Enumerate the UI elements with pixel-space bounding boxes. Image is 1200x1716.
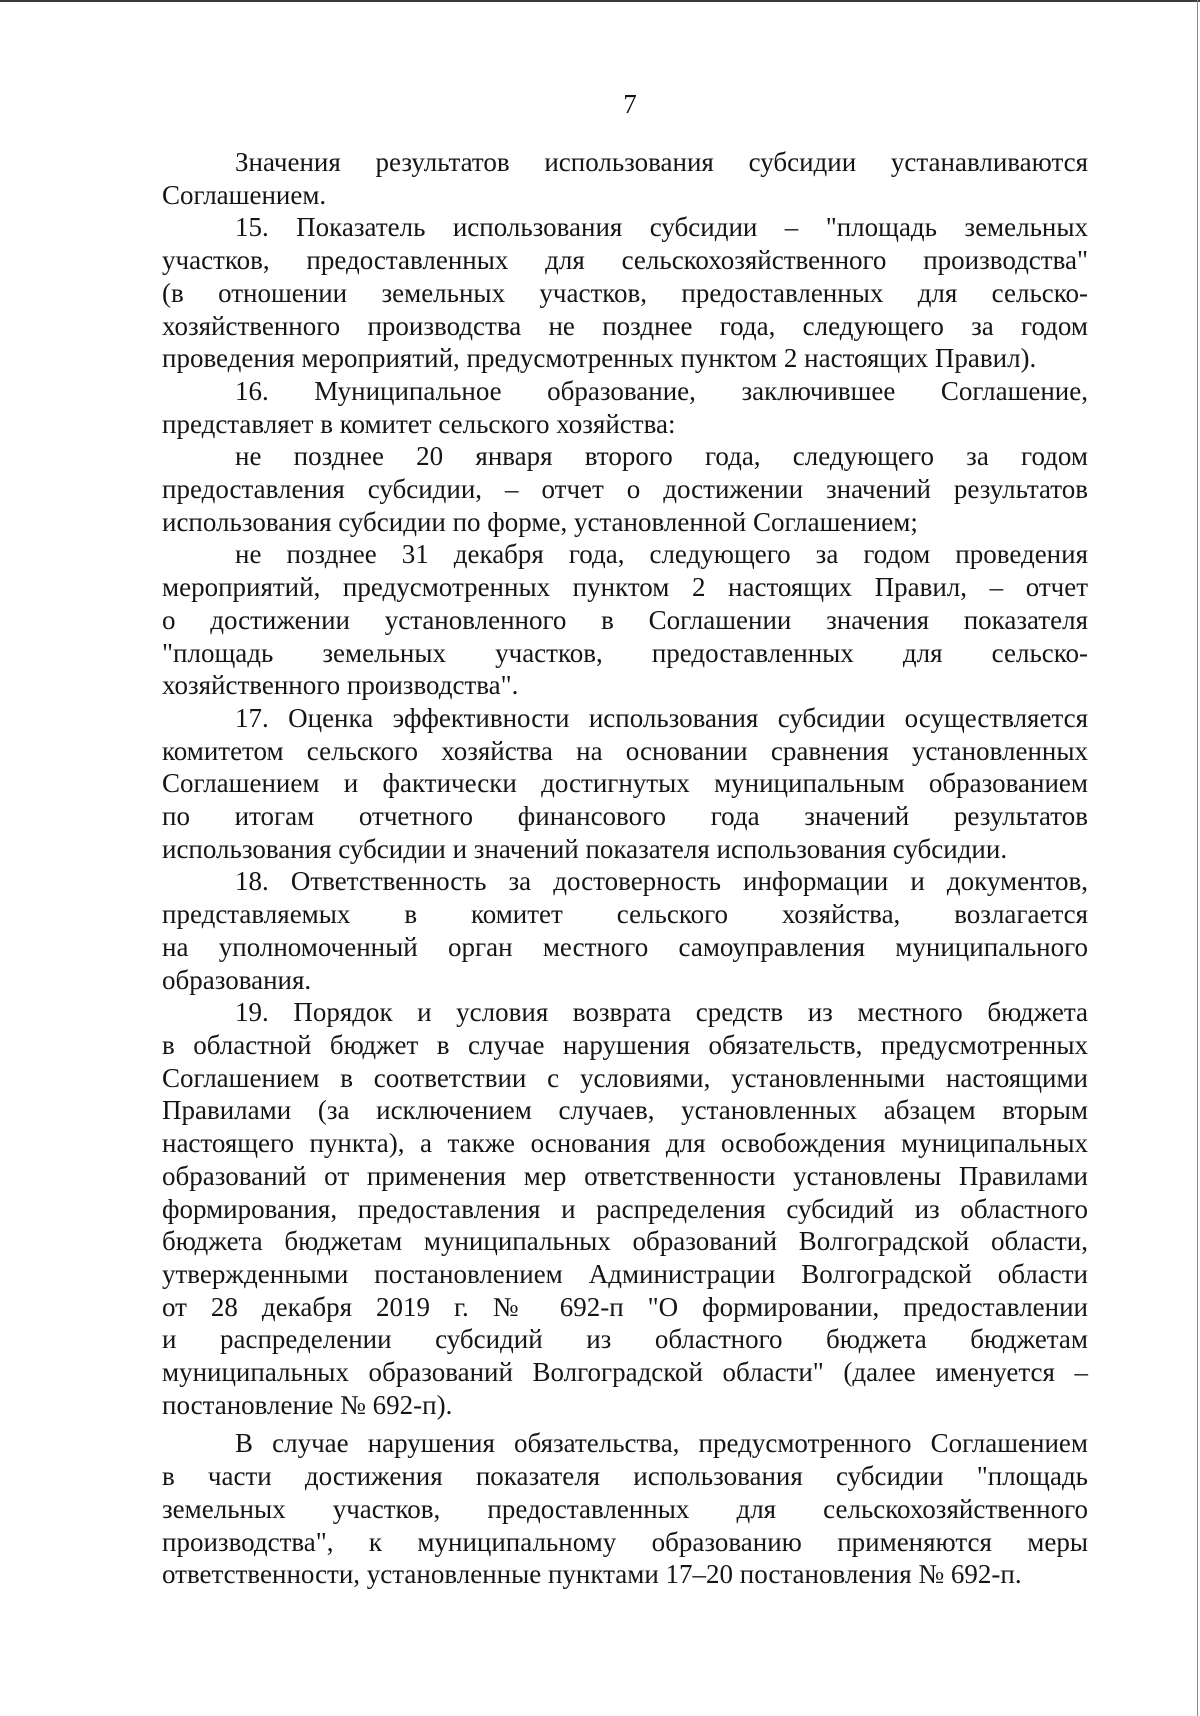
paragraph-16-report-1 [162,440,1088,473]
paragraph-19 [162,996,1088,1029]
text-line: 16. Муниципальное образование, заключившее Соглашение, [235,375,1088,406]
paragraph-18-cont [162,898,1088,996]
paragraph-19-violation-cont [162,1460,1088,1591]
text-line: хозяйственного производства не позднее года, следующего за годом [162,310,1088,341]
text-line: настоящего пункта), а также основания для освобождения муниципальных [162,1128,1088,1159]
text-line: использования субсидии и значений показателя использования субсидии. [162,833,1008,864]
paragraph-16-report-2-cont [162,571,1088,702]
paragraph-results-values [162,146,1088,179]
text-line: Соглашением. [162,179,327,210]
text-line: постановление № 692-п). [162,1389,453,1420]
text-line: утвержденными постановлением Администрации Волгоградской области [162,1258,1088,1289]
text-line: ответственности, установленные пунктами 17–20 постановления № 692-п. [162,1559,1022,1590]
text-line: использования субсидии по форме, установленной Соглашением; [162,506,918,537]
text-line: представляемых в комитет сельского хозяйства, возлагается [162,899,1088,930]
text-line: муниципальных образований Волгоградской области" (далее именуется – [162,1357,1088,1388]
paragraph-19-violation [162,1427,1088,1460]
paragraph-15-cont [162,244,1088,375]
text-line: проведения мероприятий, предусмотренных пунктом 2 настоящих Правил). [162,343,1037,374]
text-line: в областной бюджет в случае нарушения обязательств, предусмотренных [162,1029,1088,1060]
page-number: 7 [623,89,637,119]
text-line: мероприятий, предусмотренных пунктом 2 настоящих Правил, – отчет [162,572,1088,603]
text-line: на уполномоченный орган местного самоуправления муниципального [162,931,1088,962]
text-line: бюджета бюджетам муниципальных образований Волгоградской области, [162,1226,1088,1257]
text-line: 18. Ответственность за достоверность информации и документов, [235,866,1088,897]
text-line: Значения результатов использования субсидии устанавливаются [235,147,1088,177]
text-line: участков, предоставленных для сельскохозяйственного производства" [162,245,1088,276]
text-line: 19. Порядок и условия возврата средств из местного бюджета [235,997,1088,1028]
paragraph-18 [162,865,1088,898]
paragraph-16-report-2 [162,538,1088,571]
text-line: земельных участков, предоставленных для сельскохозяйственного [162,1493,1088,1524]
text-line: образований от применения мер ответственности установлены Правилами [162,1160,1088,1191]
paragraph-19-cont [162,1029,1088,1421]
text-line: "площадь земельных участков, предоставленных для сельско- [162,637,1088,668]
text-line: по итогам отчетного финансового года значений результатов [162,801,1088,832]
text-line: производства", к муниципальному образованию применяются меры [162,1526,1088,1557]
paragraph-16 [162,375,1088,408]
text-line: формирования, предоставления и распределения субсидий из областного [162,1193,1088,1224]
paragraph-16-cont [162,408,1088,441]
text-line: В случае нарушения обязательства, предусмотренного Соглашением [235,1428,1088,1459]
text-line: в части достижения показателя использования субсидии "площадь [162,1461,1088,1492]
text-line: от 28 декабря 2019 г. № 692-п "О формировании, предоставлении [162,1291,1088,1322]
paragraph-17 [162,702,1088,735]
paragraph-15 [162,211,1088,244]
text-line: предоставления субсидии, – отчет о достижении значений результатов [162,474,1088,505]
page-top-edge [0,0,1200,2]
text-line: (в отношении земельных участков, предоставленных для сельско- [162,277,1088,308]
text-line: Соглашением и фактически достигнутых муниципальным образованием [162,768,1088,799]
text-line: не позднее 31 декабря года, следующего за годом проведения [235,539,1088,570]
text-line: комитетом сельского хозяйства на основании сравнения установленных [162,735,1088,766]
text-line: 15. Показатель использования субсидии – "площадь земельных [235,212,1088,243]
text-line: Соглашением в соответствии с условиями, установленными настоящими [162,1062,1088,1093]
text-line: и распределении субсидий из областного бюджета бюджетам [162,1324,1088,1355]
paragraph-results-values-cont [162,179,1088,212]
paragraph-16-report-1-cont [162,473,1088,538]
text-line: образования. [162,964,312,995]
document-body [162,146,1088,1591]
page-right-edge [1197,0,1198,1716]
text-line: Правилами (за исключением случаев, установленных абзацем вторым [162,1095,1088,1126]
text-line: представляет в комитет сельского хозяйства: [162,408,676,439]
text-line: о достижении установленного в Соглашении значения показателя [162,604,1088,635]
text-line: хозяйственного производства". [162,670,519,701]
text-line: 17. Оценка эффективности использования субсидии осуществляется [235,702,1088,733]
paragraph-17-cont [162,735,1088,866]
text-line: не позднее 20 января второго года, следующего за годом [235,441,1088,472]
